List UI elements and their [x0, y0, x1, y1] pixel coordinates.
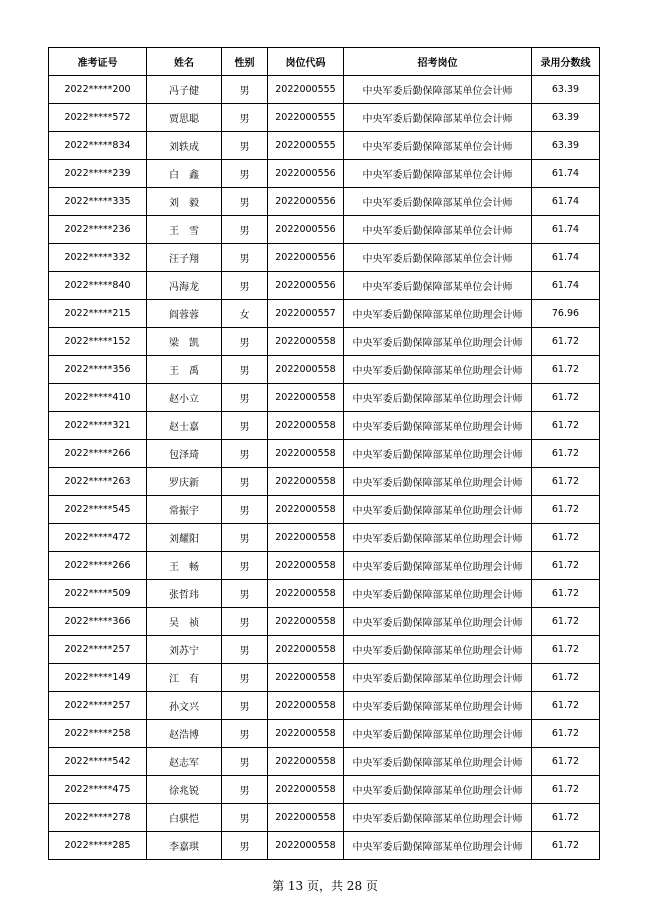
cell-position: 中央军委后勤保障部某单位助理会计师	[344, 776, 532, 804]
cell-exam-id: 2022*****509	[49, 580, 147, 608]
cell-exam-id: 2022*****545	[49, 496, 147, 524]
cell-exam-id: 2022*****335	[49, 188, 147, 216]
cell-exam-id: 2022*****321	[49, 412, 147, 440]
cell-name: 江 有	[147, 664, 222, 692]
cell-position-code: 2022000558	[268, 608, 344, 636]
cell-exam-id: 2022*****239	[49, 160, 147, 188]
table-row	[49, 748, 600, 776]
table-row	[49, 244, 600, 272]
table-row	[49, 496, 600, 524]
cell-position-code: 2022000558	[268, 552, 344, 580]
table-row	[49, 524, 600, 552]
table-row	[49, 608, 600, 636]
cell-gender: 男	[222, 720, 268, 748]
table-row	[49, 664, 600, 692]
cell-exam-id: 2022*****572	[49, 104, 147, 132]
cell-gender: 男	[222, 636, 268, 664]
cell-exam-id: 2022*****472	[49, 524, 147, 552]
cell-name: 包泽琦	[147, 440, 222, 468]
cell-score-line: 61.72	[532, 412, 600, 440]
cell-gender: 男	[222, 664, 268, 692]
cell-gender: 男	[222, 832, 268, 860]
table-row	[49, 832, 600, 860]
cell-score-line: 76.96	[532, 300, 600, 328]
cell-name: 孙文兴	[147, 692, 222, 720]
table-row	[49, 216, 600, 244]
cell-gender: 男	[222, 356, 268, 384]
table-body	[49, 76, 600, 860]
cell-position-code: 2022000556	[268, 272, 344, 300]
cell-name: 阎蓉蓉	[147, 300, 222, 328]
cell-name: 李嘉琪	[147, 832, 222, 860]
cell-score-line: 61.74	[532, 244, 600, 272]
cell-gender: 男	[222, 804, 268, 832]
cell-position-code: 2022000558	[268, 664, 344, 692]
cell-name: 罗庆新	[147, 468, 222, 496]
cell-exam-id: 2022*****542	[49, 748, 147, 776]
table-row	[49, 468, 600, 496]
cell-position-code: 2022000558	[268, 496, 344, 524]
cell-position: 中央军委后勤保障部某单位会计师	[344, 76, 532, 104]
cell-gender: 男	[222, 692, 268, 720]
cell-name: 冯子健	[147, 76, 222, 104]
cell-exam-id: 2022*****215	[49, 300, 147, 328]
cell-position-code: 2022000558	[268, 776, 344, 804]
cell-score-line: 61.72	[532, 720, 600, 748]
page-number: 第 13 页，共 28 页	[272, 879, 378, 893]
cell-position: 中央军委后勤保障部某单位会计师	[344, 216, 532, 244]
cell-gender: 女	[222, 300, 268, 328]
table-row	[49, 720, 600, 748]
cell-gender: 男	[222, 468, 268, 496]
cell-score-line: 61.72	[532, 468, 600, 496]
cell-position-code: 2022000558	[268, 720, 344, 748]
cell-position: 中央军委后勤保障部某单位会计师	[344, 160, 532, 188]
cell-exam-id: 2022*****257	[49, 692, 147, 720]
cell-exam-id: 2022*****840	[49, 272, 147, 300]
cell-score-line: 61.72	[532, 776, 600, 804]
cell-position: 中央军委后勤保障部某单位会计师	[344, 244, 532, 272]
table-row	[49, 300, 600, 328]
table-row	[49, 692, 600, 720]
cell-position: 中央军委后勤保障部某单位助理会计师	[344, 580, 532, 608]
cell-score-line: 61.72	[532, 524, 600, 552]
table-row	[49, 328, 600, 356]
cell-position: 中央军委后勤保障部某单位助理会计师	[344, 468, 532, 496]
cell-name: 徐兆锐	[147, 776, 222, 804]
table-row	[49, 188, 600, 216]
cell-position-code: 2022000556	[268, 160, 344, 188]
cell-name: 白 鑫	[147, 160, 222, 188]
cell-exam-id: 2022*****149	[49, 664, 147, 692]
cell-gender: 男	[222, 104, 268, 132]
cell-score-line: 63.39	[532, 76, 600, 104]
table-row	[49, 272, 600, 300]
cell-score-line: 61.72	[532, 664, 600, 692]
cell-position-code: 2022000558	[268, 328, 344, 356]
cell-gender: 男	[222, 524, 268, 552]
cell-name: 刘轶成	[147, 132, 222, 160]
cell-gender: 男	[222, 552, 268, 580]
cell-position-code: 2022000555	[268, 132, 344, 160]
cell-score-line: 61.72	[532, 692, 600, 720]
cell-exam-id: 2022*****200	[49, 76, 147, 104]
cell-position: 中央军委后勤保障部某单位会计师	[344, 188, 532, 216]
cell-position-code: 2022000558	[268, 580, 344, 608]
cell-gender: 男	[222, 188, 268, 216]
cell-position: 中央军委后勤保障部某单位助理会计师	[344, 524, 532, 552]
header-position: 招考岗位	[344, 48, 532, 76]
cell-score-line: 61.72	[532, 440, 600, 468]
cell-gender: 男	[222, 440, 268, 468]
table-row	[49, 776, 600, 804]
cell-position: 中央军委后勤保障部某单位助理会计师	[344, 328, 532, 356]
cell-name: 汪子翔	[147, 244, 222, 272]
cell-exam-id: 2022*****257	[49, 636, 147, 664]
cell-name: 王 雪	[147, 216, 222, 244]
cell-position: 中央军委后勤保障部某单位助理会计师	[344, 748, 532, 776]
table-row	[49, 804, 600, 832]
table-row	[49, 132, 600, 160]
cell-name: 刘 毅	[147, 188, 222, 216]
cell-gender: 男	[222, 384, 268, 412]
cell-position: 中央军委后勤保障部某单位助理会计师	[344, 384, 532, 412]
table-row	[49, 76, 600, 104]
cell-score-line: 61.72	[532, 748, 600, 776]
cell-position-code: 2022000558	[268, 440, 344, 468]
cell-position: 中央军委后勤保障部某单位助理会计师	[344, 496, 532, 524]
cell-gender: 男	[222, 412, 268, 440]
table-header-row	[49, 48, 600, 76]
cell-gender: 男	[222, 244, 268, 272]
cell-exam-id: 2022*****266	[49, 552, 147, 580]
cell-score-line: 61.72	[532, 552, 600, 580]
cell-score-line: 61.72	[532, 580, 600, 608]
cell-score-line: 61.72	[532, 636, 600, 664]
cell-exam-id: 2022*****475	[49, 776, 147, 804]
table-row	[49, 356, 600, 384]
header-name: 姓名	[147, 48, 222, 76]
header-score-line: 录用分数线	[532, 48, 600, 76]
cell-position: 中央军委后勤保障部某单位助理会计师	[344, 552, 532, 580]
cell-score-line: 63.39	[532, 132, 600, 160]
table-row	[49, 160, 600, 188]
cell-exam-id: 2022*****285	[49, 832, 147, 860]
cell-position: 中央军委后勤保障部某单位助理会计师	[344, 412, 532, 440]
table-row	[49, 636, 600, 664]
cell-exam-id: 2022*****278	[49, 804, 147, 832]
cell-position: 中央军委后勤保障部某单位助理会计师	[344, 832, 532, 860]
cell-score-line: 63.39	[532, 104, 600, 132]
admission-table	[48, 47, 600, 860]
cell-position-code: 2022000558	[268, 804, 344, 832]
cell-exam-id: 2022*****834	[49, 132, 147, 160]
cell-position-code: 2022000558	[268, 692, 344, 720]
cell-gender: 男	[222, 328, 268, 356]
cell-name: 赵浩博	[147, 720, 222, 748]
cell-name: 冯海龙	[147, 272, 222, 300]
cell-name: 梁 凯	[147, 328, 222, 356]
cell-position: 中央军委后勤保障部某单位助理会计师	[344, 300, 532, 328]
cell-gender: 男	[222, 132, 268, 160]
cell-score-line: 61.72	[532, 356, 600, 384]
cell-exam-id: 2022*****332	[49, 244, 147, 272]
cell-position: 中央军委后勤保障部某单位助理会计师	[344, 636, 532, 664]
cell-position-code: 2022000556	[268, 216, 344, 244]
cell-exam-id: 2022*****366	[49, 608, 147, 636]
cell-gender: 男	[222, 580, 268, 608]
cell-position: 中央军委后勤保障部某单位助理会计师	[344, 692, 532, 720]
cell-name: 赵小立	[147, 384, 222, 412]
cell-position: 中央军委后勤保障部某单位助理会计师	[344, 356, 532, 384]
header-gender: 性别	[222, 48, 268, 76]
cell-position-code: 2022000556	[268, 188, 344, 216]
cell-position-code: 2022000558	[268, 384, 344, 412]
cell-name: 吴 祯	[147, 608, 222, 636]
table-row	[49, 552, 600, 580]
cell-position: 中央军委后勤保障部某单位助理会计师	[344, 804, 532, 832]
cell-name: 王 禹	[147, 356, 222, 384]
header-exam-id: 准考证号	[49, 48, 147, 76]
cell-name: 刘耀阳	[147, 524, 222, 552]
cell-position: 中央军委后勤保障部某单位助理会计师	[344, 720, 532, 748]
cell-position: 中央军委后勤保障部某单位助理会计师	[344, 664, 532, 692]
cell-position-code: 2022000557	[268, 300, 344, 328]
cell-exam-id: 2022*****410	[49, 384, 147, 412]
cell-name: 王 畅	[147, 552, 222, 580]
cell-position: 中央军委后勤保障部某单位助理会计师	[344, 440, 532, 468]
cell-position-code: 2022000558	[268, 524, 344, 552]
cell-exam-id: 2022*****356	[49, 356, 147, 384]
cell-score-line: 61.74	[532, 188, 600, 216]
cell-gender: 男	[222, 748, 268, 776]
cell-position-code: 2022000558	[268, 356, 344, 384]
cell-position-code: 2022000555	[268, 104, 344, 132]
header-position-code: 岗位代码	[268, 48, 344, 76]
cell-position: 中央军委后勤保障部某单位会计师	[344, 132, 532, 160]
table-row	[49, 384, 600, 412]
cell-name: 赵志军	[147, 748, 222, 776]
cell-gender: 男	[222, 496, 268, 524]
cell-position-code: 2022000558	[268, 636, 344, 664]
cell-score-line: 61.72	[532, 608, 600, 636]
cell-exam-id: 2022*****263	[49, 468, 147, 496]
cell-gender: 男	[222, 608, 268, 636]
cell-score-line: 61.74	[532, 272, 600, 300]
table-row	[49, 580, 600, 608]
cell-position: 中央军委后勤保障部某单位会计师	[344, 104, 532, 132]
cell-score-line: 61.74	[532, 216, 600, 244]
cell-position-code: 2022000558	[268, 748, 344, 776]
cell-position-code: 2022000556	[268, 244, 344, 272]
cell-name: 张哲玮	[147, 580, 222, 608]
cell-score-line: 61.72	[532, 496, 600, 524]
cell-name: 白骐恺	[147, 804, 222, 832]
table-row	[49, 104, 600, 132]
cell-position-code: 2022000558	[268, 468, 344, 496]
cell-name: 常振宇	[147, 496, 222, 524]
cell-score-line: 61.74	[532, 160, 600, 188]
cell-gender: 男	[222, 776, 268, 804]
cell-name: 刘苏宁	[147, 636, 222, 664]
cell-position-code: 2022000555	[268, 76, 344, 104]
cell-position-code: 2022000558	[268, 412, 344, 440]
cell-gender: 男	[222, 272, 268, 300]
cell-position: 中央军委后勤保障部某单位会计师	[344, 272, 532, 300]
cell-position-code: 2022000558	[268, 832, 344, 860]
cell-score-line: 61.72	[532, 832, 600, 860]
table-row	[49, 412, 600, 440]
cell-gender: 男	[222, 160, 268, 188]
cell-score-line: 61.72	[532, 384, 600, 412]
cell-gender: 男	[222, 216, 268, 244]
cell-position: 中央军委后勤保障部某单位助理会计师	[344, 608, 532, 636]
cell-exam-id: 2022*****258	[49, 720, 147, 748]
table-row	[49, 440, 600, 468]
cell-score-line: 61.72	[532, 328, 600, 356]
cell-exam-id: 2022*****236	[49, 216, 147, 244]
cell-name: 贾思聪	[147, 104, 222, 132]
cell-score-line: 61.72	[532, 804, 600, 832]
cell-exam-id: 2022*****152	[49, 328, 147, 356]
cell-name: 赵士嘉	[147, 412, 222, 440]
cell-gender: 男	[222, 76, 268, 104]
cell-exam-id: 2022*****266	[49, 440, 147, 468]
